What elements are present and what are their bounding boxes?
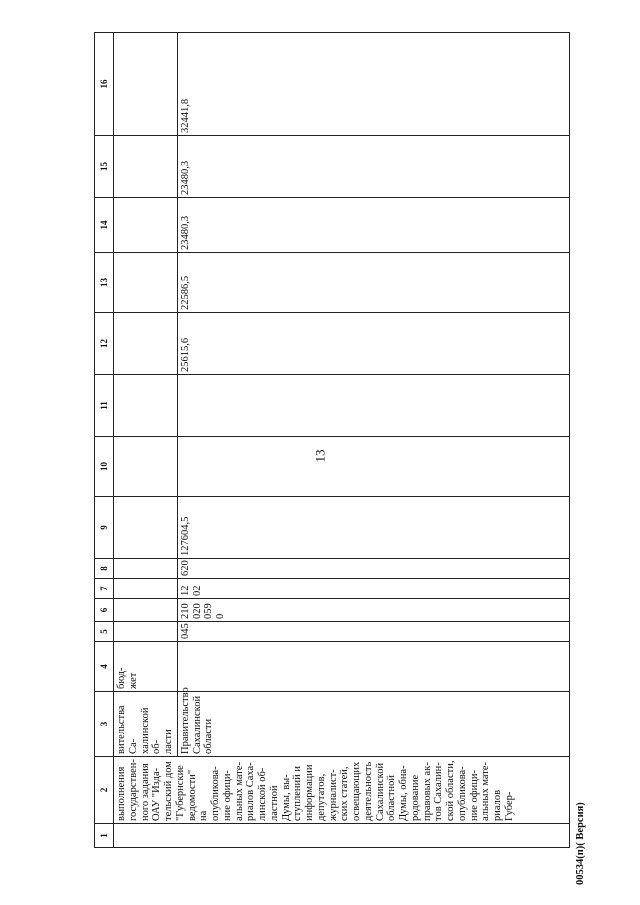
table-cell: Правительство Сахалинской области [177, 692, 569, 757]
col-header: 14 [95, 198, 114, 253]
col-header: 4 [95, 642, 114, 692]
table-cell [114, 33, 178, 136]
table-cell [114, 824, 570, 848]
table-cell [114, 437, 178, 497]
col-header: 2 [95, 757, 114, 824]
table-cell: выполнения государствен- ного задания ОАУ "Изда- тельский дом "Губернские ведомости" на опубликова- ние офици- альных мате- риалов Саха- линской об- ластной Думы, вы- ступлений и информации депутатов, журналист- ских статей, освещающих деятельность Сахалинской областной Думы, обна- родование правовых ак- тов Сахалин- ской области, опубликова- ние офици- альных мате- риалов Губер- [114, 757, 570, 824]
budget-table-container [94, 33, 570, 848]
table-cell [177, 437, 569, 497]
table-cell: 22586,5 [177, 253, 569, 313]
table-cell [114, 559, 178, 579]
col-header: 3 [95, 692, 114, 757]
col-header: 13 [95, 253, 114, 313]
col-header: 6 [95, 599, 114, 622]
col-header: 7 [95, 579, 114, 599]
header-row [95, 33, 114, 848]
document-footer: 00534(п)( Версия) [575, 802, 586, 885]
col-header: 11 [95, 375, 114, 437]
col-header: 15 [95, 136, 114, 198]
col-header: 16 [95, 33, 114, 136]
table-cell: 210 020 059 0 [177, 599, 569, 622]
table-cell [114, 622, 178, 642]
table-cell [114, 253, 178, 313]
table-cell [114, 579, 178, 599]
table-cell [177, 642, 569, 692]
table-cell: 23480,3 [177, 198, 569, 253]
table-row [114, 33, 178, 848]
table-cell [114, 599, 178, 622]
table-cell: бюд- жет [114, 642, 178, 692]
table-cell: 620 [177, 559, 569, 579]
col-header: 1 [95, 824, 114, 848]
table-cell [114, 313, 178, 375]
table-cell [114, 497, 178, 559]
budget-table [94, 32, 570, 848]
col-header: 8 [95, 559, 114, 579]
table-cell [114, 136, 178, 198]
col-header: 10 [95, 437, 114, 497]
table-cell: 25615,6 [177, 313, 569, 375]
col-header: 5 [95, 622, 114, 642]
table-cell: 32441,8 [177, 33, 569, 136]
table-cell: 12 02 [177, 579, 569, 599]
table-cell [177, 375, 569, 437]
table-row [177, 33, 569, 848]
table-cell: 127604,5 [177, 497, 569, 559]
table-cell [114, 375, 178, 437]
col-header: 9 [95, 497, 114, 559]
table-cell [114, 198, 178, 253]
table-cell: 23480,3 [177, 136, 569, 198]
page-number: 13 [312, 449, 327, 463]
table-cell: вительства Са- халинской об- ласти [114, 692, 178, 757]
table-cell: 045 [177, 622, 569, 642]
col-header: 12 [95, 313, 114, 375]
